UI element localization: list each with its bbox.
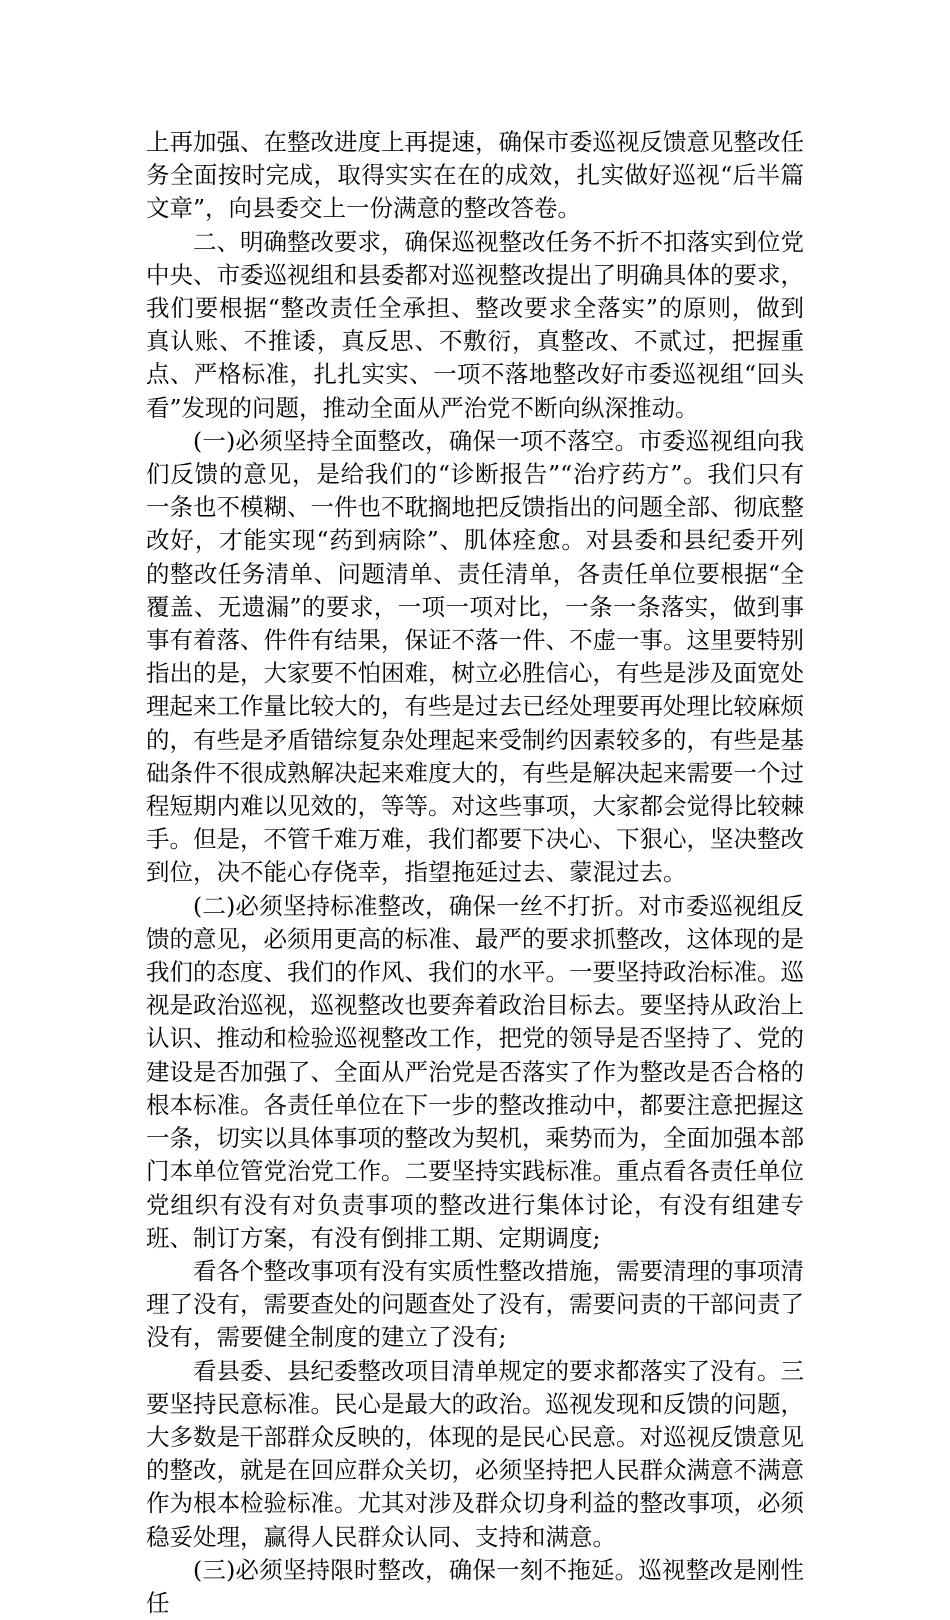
- paragraph-item-one: (一)必须坚持全面整改，确保一项不落空。市委巡视组向我们反馈的意见，是给我们的“诊断报告”“治疗药方”。我们只有一条也不模糊、一件也不耽搁地把反馈指出的问题全部、彻底整改好，才能实现“药到病除”、肌体痊愈。对县委和县纪委开列的整改任务清单、问题清单、责任清单，各责任单位要根据“全覆盖、无遗漏”的要求，一项一项对比，一条一条落实，做到事事有着落、件件有结果，保证不落一件、不虚一事。这里要特别指出的是，大家要不怕困难，树立必胜信心，有些是涉及面宽处理起来工作量比较大的，有些是过去已经处理要再处理比较麻烦的，有些是矛盾错综复杂处理起来受制约因素较多的，有些是基础条件不很成熟解决起来难度大的，有些是解决起来需要一个过程短期内难以见效的，等等。对这些事项，大家都会觉得比较棘手。但是，不管千难万难，我们都要下决心、下狠心，坚决整改到位，决不能心存侥幸，指望拖延过去、蒙混过去。: [146, 426, 804, 887]
- paragraph-continuation: 上再加强、在整改进度上再提速，确保市委巡视反馈意见整改任务全面按时完成，取得实实在在的成效，扎实做好巡视“后半篇文章”，向县委交上一份满意的整改答卷。: [146, 128, 804, 223]
- paragraph-section-two: 二、明确整改要求，确保巡视整改任务不折不扣落实到位党中央、市委巡视组和县委都对巡视整改提出了明确具体的要求，我们要根据“整改责任全承担、整改要求全落实”的原则，做到真认账、不推诿，真反思、不敷衍，真整改、不贰过，把握重点、严格标准，扎扎实实、一项不落地整改好市委巡视组“回头看”发现的问题，推动全面从严治党不断向纵深推动。: [146, 227, 804, 422]
- document-body: [146, 126, 804, 1620]
- paragraph-item-two: (二)必须坚持标准整改，确保一丝不打折。对市委巡视组反馈的意见，必须用更高的标准、最严的要求抓整改，这体现的是我们的态度、我们的作风、我们的水平。一要坚持政治标准。巡视是政治巡视，巡视整改也要奔着政治目标去。要坚持从政治上认识、推动和检验巡视整改工作，把党的领导是否坚持了、党的建设是否加强了、全面从严治党是否落实了作为整改是否合格的根本标准。各责任单位在下一步的整改推动中，都要注意把握这一条，切实以具体事项的整改为契机，乘势而为，全面加强本部门本单位管党治党工作。二要坚持实践标准。重点看各责任单位党组织有没有对负责事项的整改进行集体讨论，有没有组建专班、制订方案，有没有倒排工期、定期调度;: [146, 891, 804, 1252]
- paragraph-item-three: (三)必须坚持限时整改，确保一刻不拖延。巡视整改是刚性任: [146, 1555, 804, 1617]
- paragraph-check-measures: 看各个整改事项有没有实质性整改措施，需要清理的事项清理了没有，需要查处的问题查处了没有，需要问责的干部问责了没有，需要健全制度的建立了没有;: [146, 1256, 804, 1352]
- paragraph-check-requirements: 看县委、县纪委整改项目清单规定的要求都落实了没有。三要坚持民意标准。民心是最大的政治。巡视发现和反馈的问题，大多数是干部群众反映的，体现的是民心民意。对巡视反馈意见的整改，就是在回应群众关切，必须坚持把人民群众满意不满意作为根本检验标准。尤其对涉及群众切身利益的整改事项，必须稳妥处理，赢得人民群众认同、支持和满意。: [146, 1356, 804, 1551]
